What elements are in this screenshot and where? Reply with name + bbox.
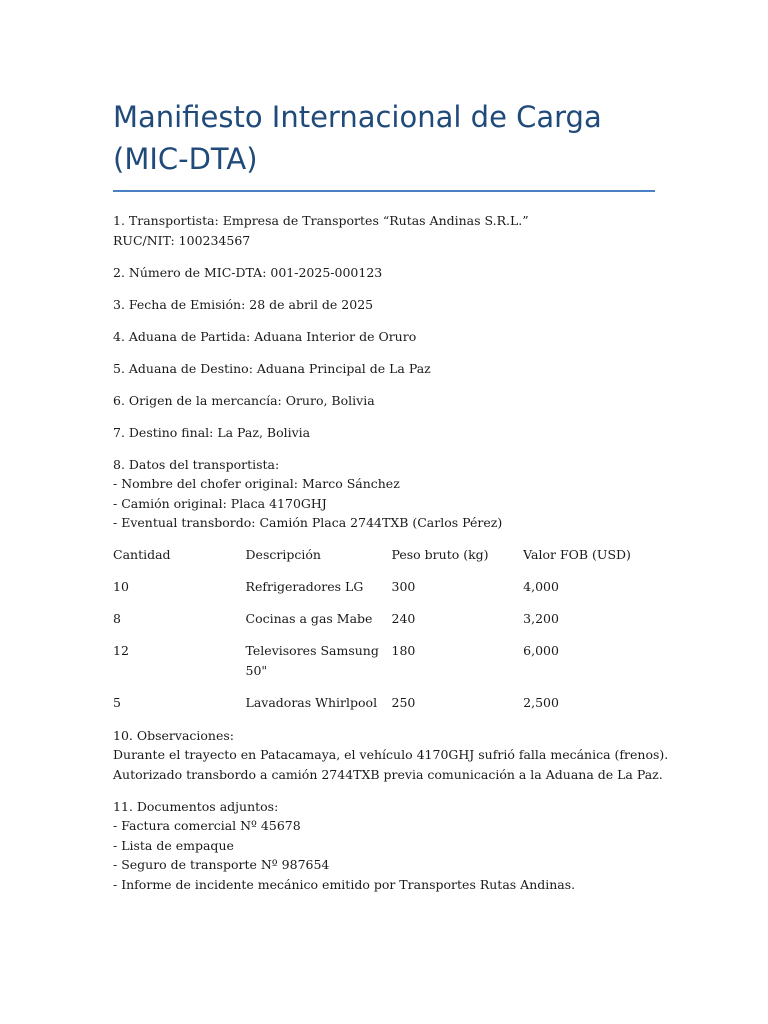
section-6-origen [113, 391, 655, 411]
table-header-valor: Valor FOB (USD) [523, 547, 631, 562]
table-header-peso: Peso bruto (kg) [391, 547, 489, 562]
table-cell-valor: 6,000 [523, 643, 559, 658]
table-cell-valor: 4,000 [523, 579, 559, 594]
table-header-row [113, 545, 655, 577]
section-3-line: 3. Fecha de Emisión: 28 de abril de 2025 [113, 296, 374, 312]
table-header-descripcion: Descripción [245, 547, 321, 562]
section-8-heading: 8. Datos del transportista: [113, 456, 280, 472]
section-11-documentos [113, 797, 655, 895]
section-4-line: 4. Aduana de Partida: Aduana Interior de Oruro [113, 328, 417, 344]
section-11-informe: - Informe de incidente mecánico emitido por Transportes Rutas Andinas. [113, 876, 576, 892]
table-cell-cantidad: 10 [113, 579, 129, 594]
table-cell-valor: 2,500 [523, 694, 559, 710]
section-8-datos-transportista [113, 455, 655, 533]
section-11-factura: - Factura comercial Nº 45678 [113, 818, 301, 833]
section-2-numero [113, 263, 655, 283]
document-content [113, 211, 669, 894]
table-cell-cantidad: 8 [113, 611, 121, 626]
document-title: Manifiesto Internacional de Carga (MIC-DTA) [113, 96, 655, 192]
section-10-line-1: Durante el trayecto en Patacamaya, el vehículo 4170GHJ sufrió falla mecánica (frenos). [113, 747, 669, 762]
section-3-fecha [113, 295, 655, 315]
section-11-heading: 11. Documentos adjuntos: [113, 798, 279, 814]
table-cell-descripcion: Lavadoras Whirlpool [245, 694, 378, 710]
table-header-cantidad: Cantidad [113, 547, 171, 562]
table-cell-peso: 300 [391, 579, 416, 594]
section-5-aduana-destino [113, 359, 655, 379]
section-10-line-2: Autorizado transbordo a camión 2744TXB previa comunicación a la Aduana de La Paz. [113, 766, 663, 782]
table-cell-cantidad: 5 [113, 694, 121, 710]
document-page [113, 96, 669, 907]
section-5-line: 5. Aduana de Destino: Aduana Principal de La Paz [113, 360, 431, 376]
section-8-camion: - Camión original: Placa 4170GHJ [113, 495, 327, 511]
section-10-observaciones [113, 726, 669, 785]
table-cell-descripcion: Televisores Samsung 50" [245, 643, 379, 678]
section-7-line: 7. Destino final: La Paz, Bolivia [113, 424, 311, 440]
section-6-line: 6. Origen de la mercancía: Oruro, Bolivia [113, 392, 375, 408]
table-row [113, 641, 655, 693]
section-1-transportista [113, 211, 655, 250]
section-1-line: 1. Transportista: Empresa de Transportes “Rutas Andinas S.R.L.” [113, 213, 529, 228]
goods-table [113, 545, 655, 725]
table-cell-peso: 180 [391, 643, 416, 658]
section-8-transbordo: - Eventual transbordo: Camión Placa 2744TXB (Carlos Pérez) [113, 515, 503, 530]
section-10-heading: 10. Observaciones: [113, 727, 235, 743]
table-cell-cantidad: 12 [113, 643, 129, 658]
section-4-aduana-partida [113, 327, 655, 347]
table-cell-peso: 240 [391, 611, 416, 626]
table-row [113, 577, 655, 609]
table-row [113, 693, 655, 725]
table-cell-peso: 250 [391, 694, 416, 710]
section-8-chofer: - Nombre del chofer original: Marco Sánchez [113, 476, 400, 491]
table-cell-descripcion: Cocinas a gas Mabe [245, 611, 373, 626]
table-row [113, 609, 655, 641]
table-cell-descripcion: Refrigeradores LG [245, 579, 364, 594]
section-11-seguro: - Seguro de transporte Nº 987654 [113, 857, 330, 872]
section-11-lista: - Lista de empaque [113, 837, 234, 853]
section-7-destino [113, 423, 655, 443]
section-2-line: 2. Número de MIC-DTA: 001-2025-000123 [113, 264, 383, 280]
section-1-ruc: RUC/NIT: 100234567 [113, 232, 251, 248]
table-cell-valor: 3,200 [523, 611, 559, 626]
